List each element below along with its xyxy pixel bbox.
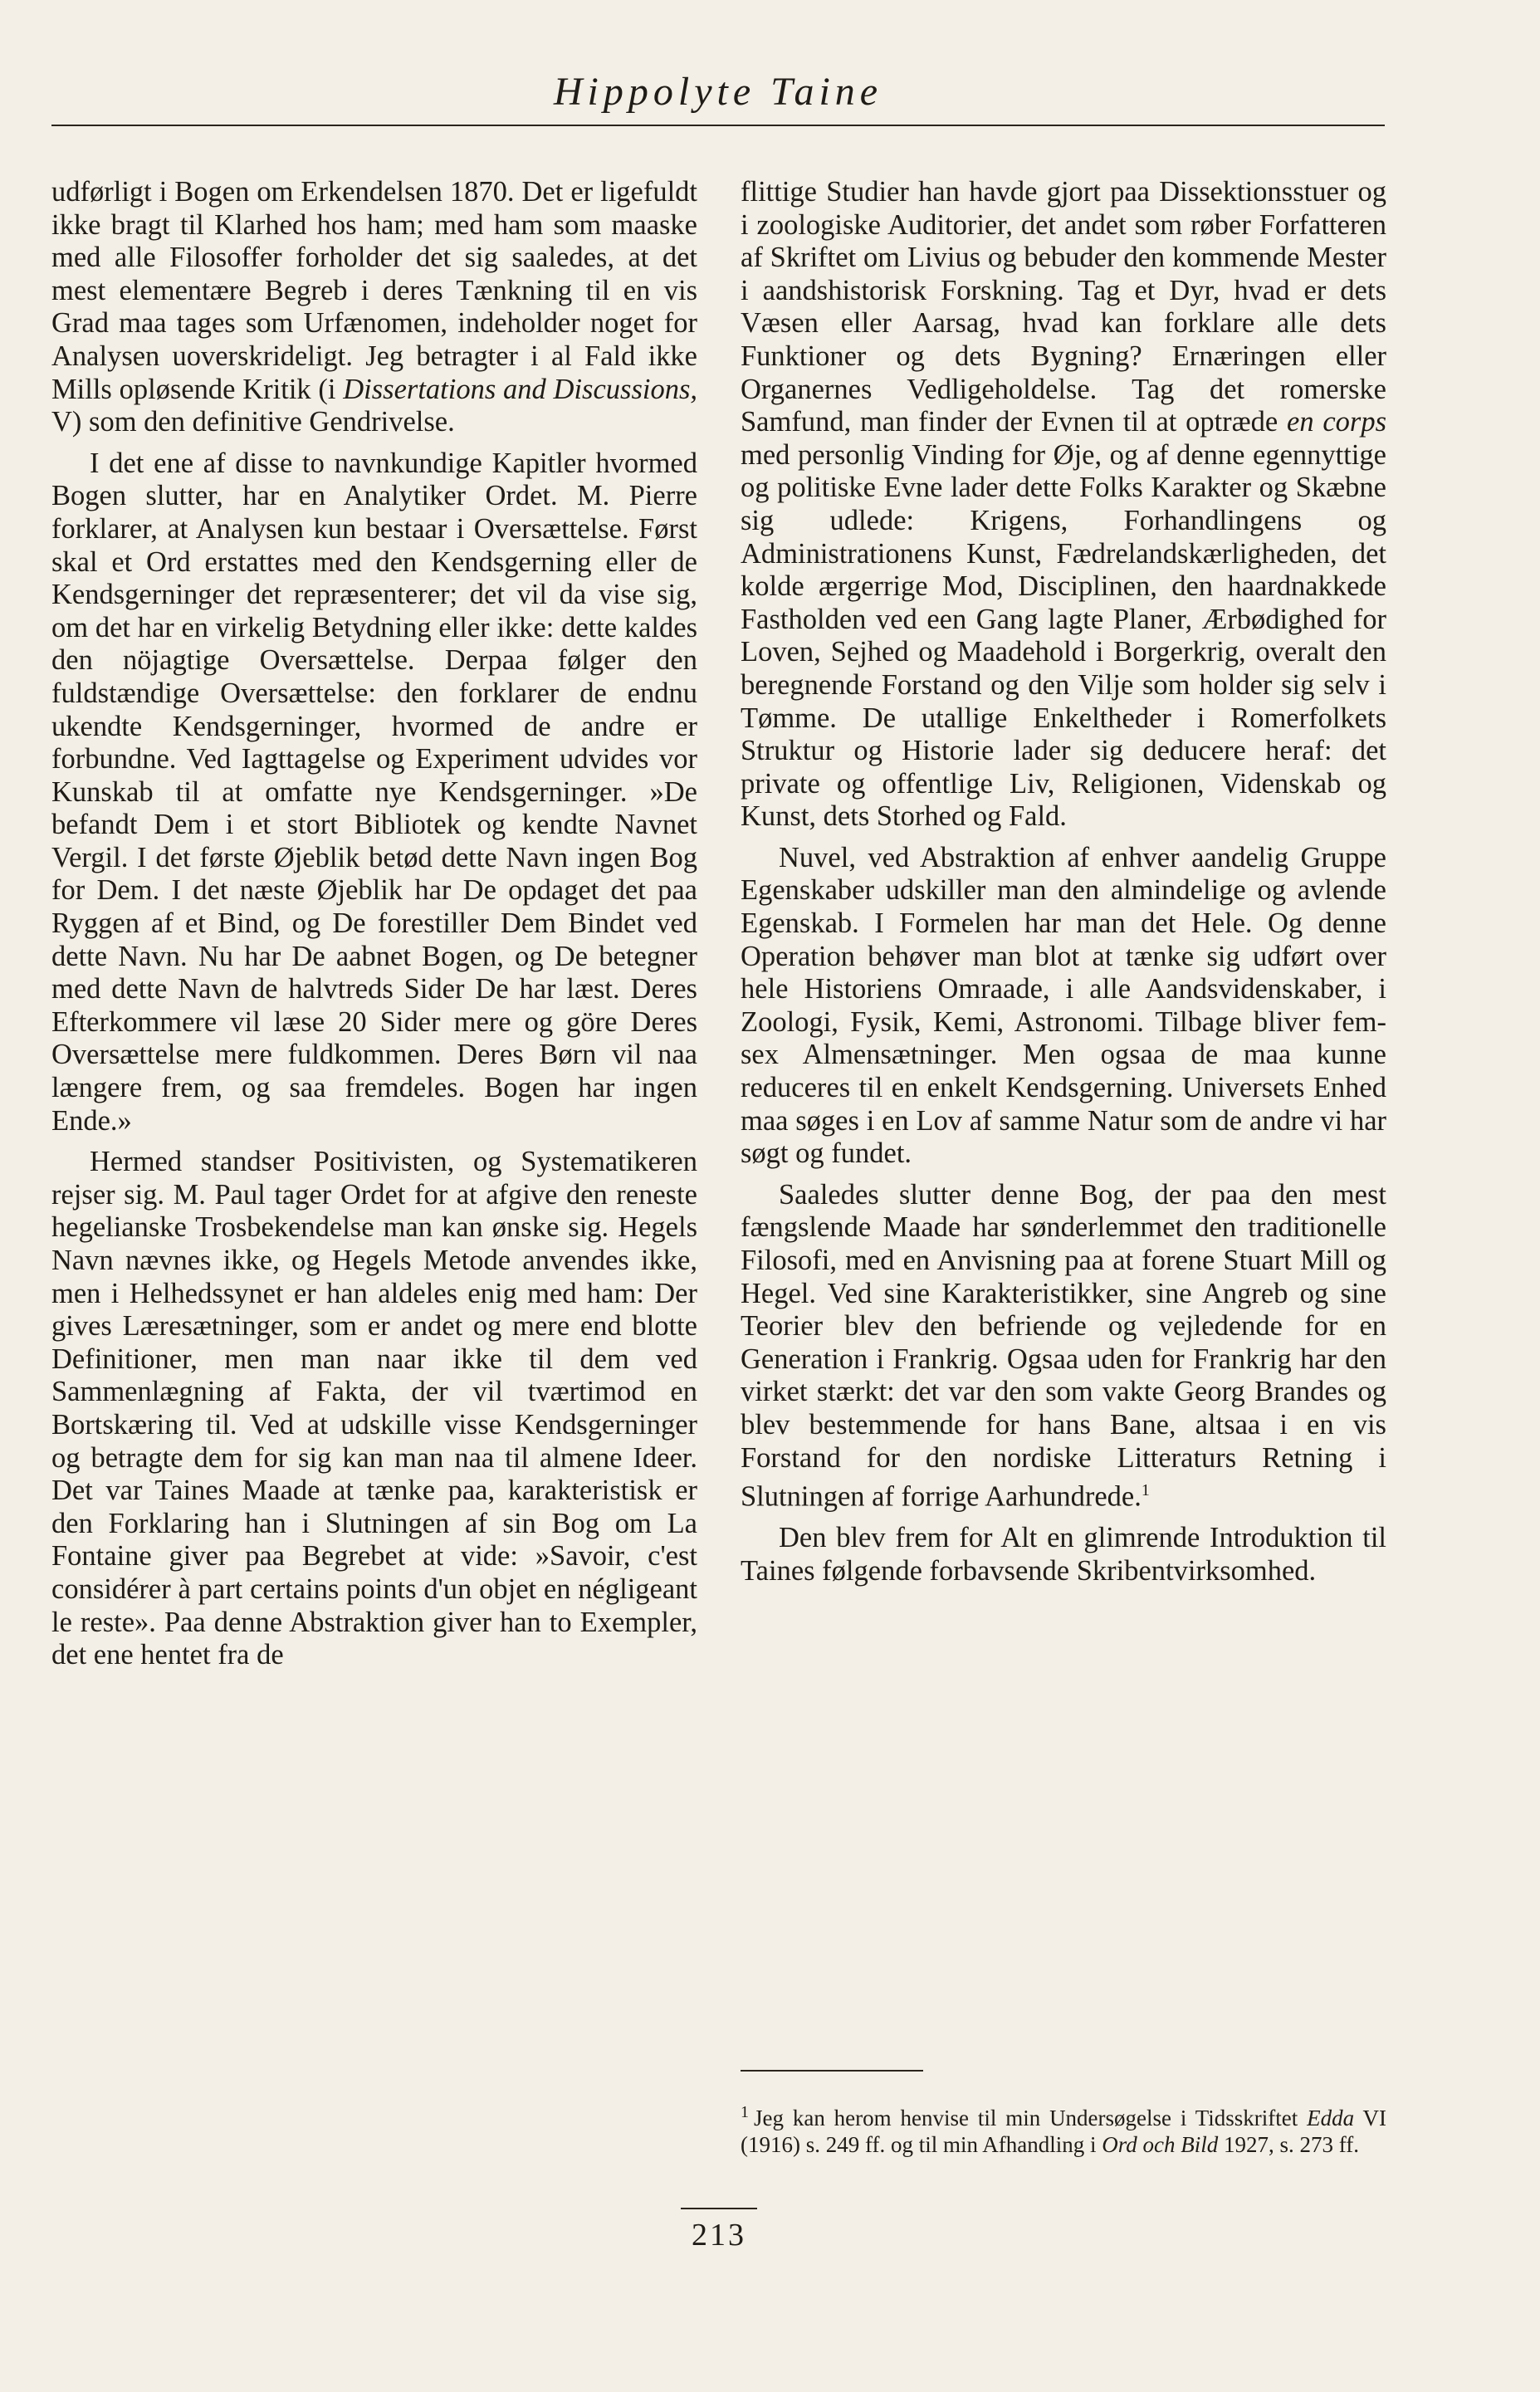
running-header-title: Hippolyte Taine	[553, 70, 883, 114]
left-column	[51, 176, 697, 1672]
right-paragraph-2: Nuvel, ved Abstraktion af enhver aandelig Gruppe Egenskaber udskiller man den almindelige og avlende Egenskab. I Formelen har man det Hele. Og denne Operation behøver man blot at tænke sig udført over hele Historiens Omraade, i alle Aandsvidenskaber, i Zoologi, Fysik, Kemi, Astronomi. Tilbage bliver fem-sex Almensætninger. Men ogsaa de maa kunne reduceres til en enkelt Kendsgerning. Universets Enhed maa søges i en Lov af samme Natur som de andre vi har søgt og fundet.	[741, 841, 1386, 1170]
right-p1-end: med personlig Vinding for Øje, og af denne egennyttige og politiske Evne lader dette Folks Karakter og Skæbne sig udlede: Krigens, Forhandlingens og Administrationens Kunst, Fædrelandskærligheden, det kolde ærgerrige Mod, Disciplinen, den haardnakkede Fastholden ved een Gang lagte Planer, Ærbødighed for Loven, Sejhed og Maadehold i Borgerkrig, overalt den beregnende Forstand og den Vilje som holder sig selv i Tømme. De utallige Enkeltheder i Romerfolkets Struktur og Historie lader sig deducere heraf: det private og offentlige Liv, Religionen, Videnskab og Kunst, dets Storhed og Fald.	[741, 438, 1386, 833]
page-number-rule	[681, 2208, 757, 2209]
left-p1-end: V) som den definitive Gendrivelse.	[51, 406, 455, 438]
right-p3-text: Saaledes slutter denne Bog, der paa den mest fængslende Maade har sønderlemmet den traditionelle Filosofi, med en Anvisning paa at forene Stuart Mill og Hegel. Ved sine Karakteristikker, sine Angreb og sine Teorier blev den befriende og vejledende for en Generation i Frankrig. Ogsaa uden for Frankrig har den virket stærkt: det var den som vakte Georg Brandes og blev bestemmende for hans Bane, altsaa i en vis Forstand for den nordiske Litteraturs Retning i Slutningen af forrige Aarhundrede.	[741, 1178, 1386, 1513]
right-paragraph-1	[741, 176, 1386, 834]
header-rule	[51, 125, 1385, 126]
footnote-italic-b: Ord och Bild	[1102, 2132, 1219, 2157]
footnote-reference: 1	[1141, 1481, 1150, 1500]
right-p1-text: flittige Studier han havde gjort paa Dissektionsstuer og i zoologiske Auditorier, det andet som røber Forfatteren af Skriftet om Livius og bebuder den kommende Mester i aandshistorisk Forskning. Tag et Dyr, hvad er dets Væsen eller Aarsag, hvad kan forklare alle dets Funktioner og dets Bygning? Ernæringen eller Organernes Vedligeholdelse. Tag det romerske Samfund, man finder der Evnen til at optræde	[741, 176, 1386, 438]
left-paragraph-3: Hermed standser Positivisten, og Systematikeren rejser sig. M. Paul tager Ordet for at afgive den reneste hegelianske Trosbekendelse man kan ønske sig. Hegels Navn nævnes ikke, og Hegels Metode anvendes ikke, men i Helhedssynet er han aldeles enig med ham: Der gives Læresætninger, som er andet og mere end blotte Definitioner, men man naar ikke til dem ved Sammenlægning af Fakta, der vil tværtimod en Bortskæring til. Ved at udskille visse Kendsgerninger og betragte dem for sig kan man naa til almene Ideer. Det var Taines Maade at tænke paa, karakteristisk er den Forklaring han i Slutningen af sin Bog om La Fontaine giver paa Begrebet at vide: »Savoir, c'est considérer à part certains points d'un objet en négligeant le reste». Paa denne Abstraktion giver han to Exempler, det ene hentet fra de	[51, 1146, 697, 1671]
left-p1-italic: Dissertations and Discussions,	[343, 373, 698, 405]
footnote	[741, 2099, 1386, 2158]
footnote-italic-a: Edda	[1307, 2106, 1355, 2130]
footnote-text-a: Jeg kan herom henvise til min Undersøgelse i Tidsskriftet	[754, 2106, 1308, 2130]
right-paragraph-4: Den blev frem for Alt en glimrende Introduktion til Taines følgende forbavsende Skribentvirksomhed.	[741, 1522, 1386, 1587]
right-paragraph-3	[741, 1179, 1386, 1514]
right-column	[741, 176, 1386, 1587]
footnote-rule	[741, 2070, 923, 2072]
right-p1-italic: en corps	[1287, 406, 1386, 438]
footnote-number: 1	[741, 2103, 749, 2121]
footnote-text-b: VI (1916) s. 249 ff. og til min Afhandling i	[741, 2106, 1386, 2157]
left-paragraph-1	[51, 176, 697, 439]
running-header	[51, 58, 1385, 126]
left-paragraph-2: I det ene af disse to navnkundige Kapitler hvormed Bogen slutter, har en Analytiker Ordet. M. Pierre forklarer, at Analysen kun bestaar i Oversættelse. Først skal et Ord erstattes med den Kendsgerning eller de Kendsgerninger det repræsenterer; det vil da vise sig, om det har en virkelig Betydning eller ikke: dette kaldes den nöjagtige Oversættelse. Derpaa følger den fuldstændige Oversættelse: den forklarer de endnu ukendte Kendsgerninger, hvormed de andre er forbundne. Ved Iagttagelse og Experiment udvides vor Kunskab til at omfatte nye Kendsgerninger. »De befandt Dem i et stort Bibliotek og kendte Navnet Vergil. I det første Øjeblik betød dette Navn ingen Bog for Dem. I det næste Øjeblik har De opdaget det paa Ryggen af et Bind, og De forestiller Dem Bindet ved dette Navn. Nu har De aabnet Bogen, og De betegner med dette Navn de halvtreds Sider De har læst. Deres Efterkommere vil læse 20 Sider mere og göre Deres Oversættelse mere fuldkommen. Deres Børn vil naa længere frem, og saa fremdeles. Bogen har ingen Ende.»	[51, 447, 697, 1137]
left-p1-text: udførligt i Bogen om Erkendelsen 1870. Det er ligefuldt ikke bragt til Klarhed hos ham; med ham som maaske med alle Filosoffer forholder det sig saaledes, at det mest elementære Begreb i deres Tænkning til en vis Grad maa tages som Urfænomen, indeholder noget for Analysen uoverskrideligt. Jeg betragter i al Fald ikke Mills opløsende Kritik (i	[51, 176, 697, 405]
footnote-text-c: 1927, s. 273 ff.	[1218, 2132, 1359, 2157]
page-number: 213	[692, 2218, 746, 2253]
